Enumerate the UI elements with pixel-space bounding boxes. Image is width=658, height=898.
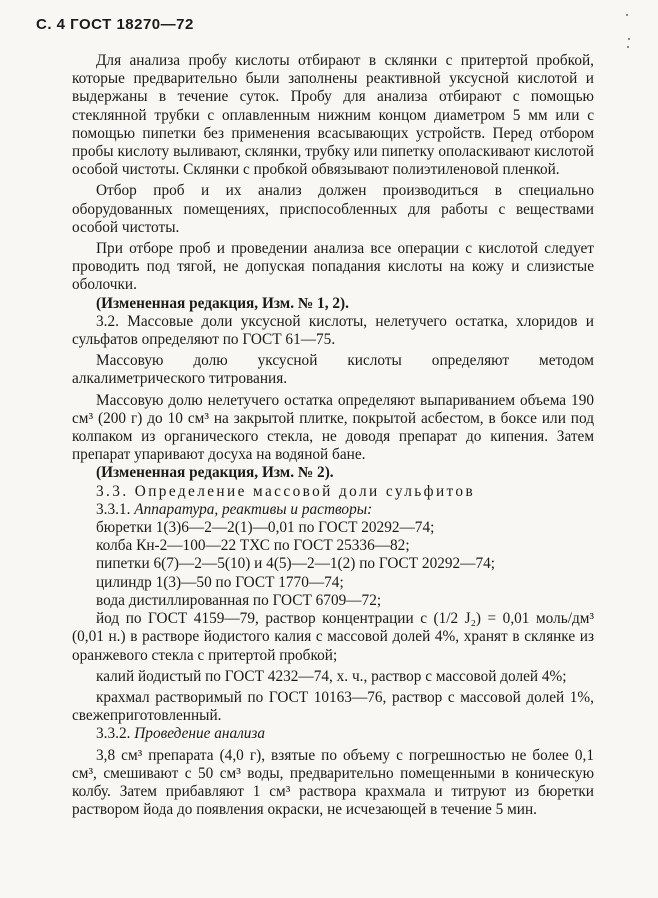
list-item: цилиндр 1(3)—50 по ГОСТ 1770—74;: [96, 573, 344, 591]
paragraph-procedure: 3,8 см³ препарата (4,0 г), взятые по объему с погрешностью не более 0,1 см³, смешивают с 50 см³ воды, предварительно помещенными в коническую колбу. Затем прибавляют 1 см³ раствора крахмала и титруют из бюретки раствором йода до появления окраски, не исчезающей в течение 5 мин.: [72, 746, 594, 819]
page-header: С. 4 ГОСТ 18270—72: [36, 16, 194, 33]
section-3-3-heading: 3.3. Определение массовой доли сульфитов: [96, 482, 476, 500]
section-3-3-2-heading: [72, 725, 594, 743]
list-item: пипетки 6(7)—2—5(10) и 4(5)—2—1(2) по ГОСТ 20292—74;: [96, 555, 496, 573]
paragraph-starch: крахмал растворимый по ГОСТ 10163—76, раствор с массовой долей 1%, свежеприготовленный.: [72, 688, 594, 725]
section-title: Аппаратура, реактивы и растворы:: [134, 500, 373, 518]
scan-speck: [628, 38, 630, 40]
amendment-note-1: (Измененная редакция, Изм. № 1, 2).: [96, 294, 349, 312]
paragraph-iodine: йод по ГОСТ 4159—79, раствор концентрации с (1/2 J₂) = 0,01 моль/дм³ (0,01 н.) в растворе йодистого калия с массовой долей 4%, хранят в склянке из оранжевого стекла с притертой пробкой;: [72, 610, 594, 664]
section-number: 3.3.1.: [96, 500, 131, 518]
document-body: [72, 52, 594, 819]
paragraph-potassium-iodide: калий йодистый по ГОСТ 4232—74, х. ч., раствор с массовой долей 4%;: [96, 667, 567, 685]
paragraph-safety: При отборе проб и проведении анализа все операции с кислотой следует проводить под тягой, не допуская попадания кислоты на кожу и слизистые оболочки.: [72, 240, 594, 294]
scan-speck: [627, 46, 629, 48]
list-item: колба Кн-2—100—22 ТХС по ГОСТ 25336—82;: [96, 537, 410, 555]
paragraph-sampling-premises: Отбор проб и их анализ должен производиться в специально оборудованных помещениях, приспособленных для работы с веществами особой чистоты.: [72, 182, 594, 236]
paragraph-sampling: Для анализа пробу кислоты отбирают в склянки с притертой пробкой, которые предварительно были заполнены реактивной уксусной кислотой и выдержаны в течение суток. Пробу для анализа отбирают с помощью стеклянной трубки с оплавленным нижним концом диаметром 5 мм или с помощью пипетки без применения всасывающих устройств. Перед отбором пробы кислоту выливают, склянки, трубку или пипетку ополаскивают кислотой особой чистоты. Склянки с пробкой обвязывают полиэтиленовой пленкой.: [72, 52, 594, 179]
section-title: Проведение анализа: [134, 725, 266, 743]
paragraph-acetic-acid: Массовую долю уксусной кислоты определяют методом алкалиметрического титрования.: [72, 352, 594, 388]
section-number: 3.3.2.: [96, 725, 131, 743]
paragraph-3-2: 3.2. Массовые доли уксусной кислоты, нелетучего остатка, хлоридов и сульфатов определяют по ГОСТ 61—75.: [72, 312, 594, 349]
list-item: вода дистиллированная по ГОСТ 6709—72;: [96, 591, 382, 609]
scan-speck: [626, 14, 628, 16]
list-item: бюретки 1(3)6—2—2(1)—0,01 по ГОСТ 20292—74;: [96, 519, 435, 537]
amendment-note-2: (Измененная редакция, Изм. № 2).: [96, 464, 334, 482]
section-3-3-1-heading: [72, 501, 594, 519]
paragraph-residue: Массовую долю нелетучего остатка определяют выпариванием объема 190 см³ (200 г) до 10 см³ на закрытой плитке, покрытой асбестом, в боксе или под колпаком из органического стекла, не доводя препарат до кипения. Затем препарат упаривают досуха на водяной бане.: [72, 391, 594, 464]
